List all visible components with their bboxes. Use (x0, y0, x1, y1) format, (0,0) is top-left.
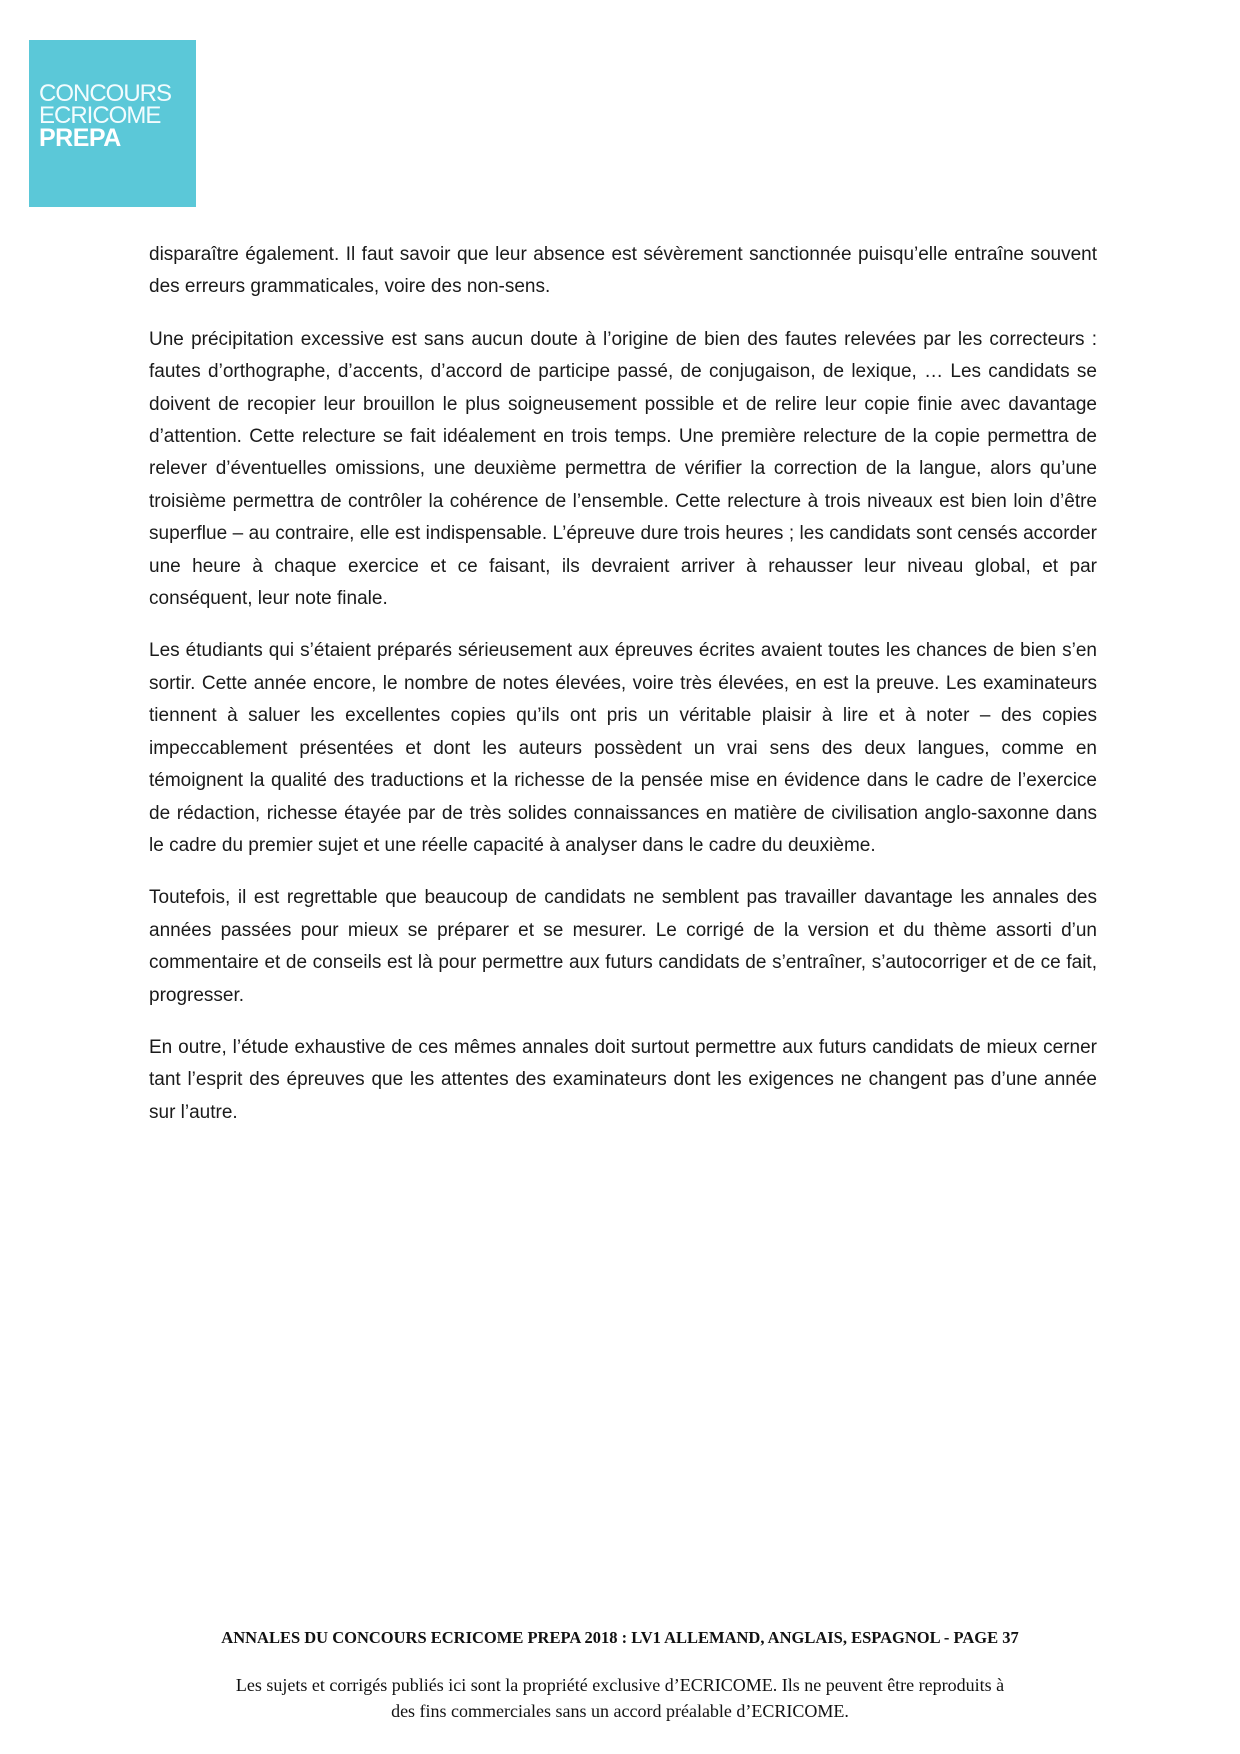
paragraph-1: disparaître également. Il faut savoir que leur absence est sévèrement sanctionnée puisqu’elle entraîne souvent des erreurs grammaticales, voire des non-sens. (149, 244, 1097, 298)
paragraph-5: En outre, l’étude exhaustive de ces mêmes annales doit surtout permettre aux futurs candidats de mieux cerner tant l’esprit des épreuves que les attentes des examinateurs dont les exigences ne changent pas d’une année sur l’autre. (149, 1036, 1097, 1123)
logo-line-ecricome: ECRICOME (39, 102, 161, 129)
logo-text (39, 80, 191, 152)
ecricome-logo (29, 40, 196, 207)
footer-note-line-2: des fins commerciales sans un accord préalable d’ECRICOME. (391, 1701, 849, 1721)
logo-line-concours: CONCOURS (39, 80, 172, 107)
paragraph-3: Les étudiants qui s’étaient préparés sérieusement aux épreuves écrites avaient toutes les chances de bien s’en sortir. Cette année encore, le nombre de notes élevées, voire très élevées, en est la preuve. Les examinateurs tiennent à saluer les excellentes copies qu’ils ont pris un véritable plaisir à lire et à noter – des copies impeccablement présentées et dont les auteurs possèdent un vrai sens des deux langues, comme en témoignent la qualité des traductions et la richesse de la pensée mise en évidence dans le cadre de l’exercice de rédaction, richesse étayée par de très solides connaissances en matière de civilisation anglo-saxonne dans le cadre du premier sujet et une réelle capacité à analyser dans le cadre du deuxième. (149, 640, 1097, 856)
footer-copyright-note (140, 1672, 1100, 1724)
paragraph-4: Toutefois, il est regrettable que beaucoup de candidats ne semblent pas travailler davantage les annales des années passées pour mieux se préparer et se mesurer. Le corrigé de la version et du thème assorti d’un commentaire et de conseils est là pour permettre aux futurs candidats de s’entraîner, s’autocorriger et de ce fait, progresser. (149, 887, 1097, 1006)
document-body (149, 239, 1097, 1149)
footer-title: ANNALES DU CONCOURS ECRICOME PREPA 2018 : LV1 ALLEMAND, ANGLAIS, ESPAGNOL - PAGE 37 (221, 1628, 1019, 1647)
paragraph-2: Une précipitation excessive est sans aucun doute à l’origine de bien des fautes relevées par les correcteurs : fautes d’orthographe, d’accents, d’accord de participe passé, de conjugaison, de lexique, … Les candidats se doivent de recopier leur brouillon le plus soigneusement possible et de relire leur copie finie avec davantage d’attention. Cette relecture se fait idéalement en trois temps. Une première relecture de la copie permettra de relever d’éventuelles omissions, une deuxième permettra de vérifier la correction de la langue, alors qu’une troisième permettra de contrôler la cohérence de l’ensemble. Cette relecture à trois niveaux est bien loin d’être superflue – au contraire, elle est indispensable. L’épreuve dure trois heures ; les candidats sont censés accorder une heure à chaque exercice et ce faisant, ils devraient arriver à rehausser leur niveau global, et par conséquent, leur note finale. (149, 328, 1097, 610)
logo-line-prepa: PREPA (39, 124, 121, 152)
footer-note-line-1: Les sujets et corrigés publiés ici sont la propriété exclusive d’ECRICOME. Ils ne peuvent être reproduits à (235, 1675, 1005, 1695)
